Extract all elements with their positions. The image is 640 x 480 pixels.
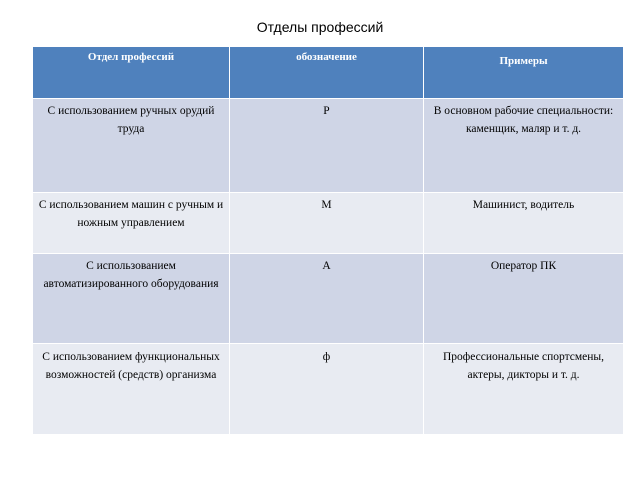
cell-designation: М [230, 193, 424, 254]
cell-designation: ф [230, 344, 424, 435]
table-row [33, 254, 624, 344]
page-title: Отделы профессий [256, 19, 384, 35]
column-header-examples: Примеры [424, 47, 624, 99]
table-row [33, 193, 624, 254]
cell-examples: Машинист, водитель [424, 193, 624, 254]
cell-examples: В основном рабочие специальности: каменщик, маляр и т. д. [424, 99, 624, 193]
cell-designation: А [230, 254, 424, 344]
column-header-designation: обозначение [230, 47, 424, 99]
cell-department: С использованием автоматизированного оборудования [33, 254, 230, 344]
cell-examples: Оператор ПК [424, 254, 624, 344]
cell-designation: Р [230, 99, 424, 193]
cell-department: С использованием ручных орудий труда [33, 99, 230, 193]
cell-department: С использованием функциональных возможностей (средств) организма [33, 344, 230, 435]
cell-department: С использованием машин с ручным и ножным управлением [33, 193, 230, 254]
table-row [33, 344, 624, 435]
table-header-row [33, 47, 624, 99]
column-header-department: Отдел профессий [33, 47, 230, 99]
professions-table [32, 46, 624, 435]
cell-examples: Профессиональные спортсмены, актеры, дикторы и т. д. [424, 344, 624, 435]
table-row [33, 99, 624, 193]
